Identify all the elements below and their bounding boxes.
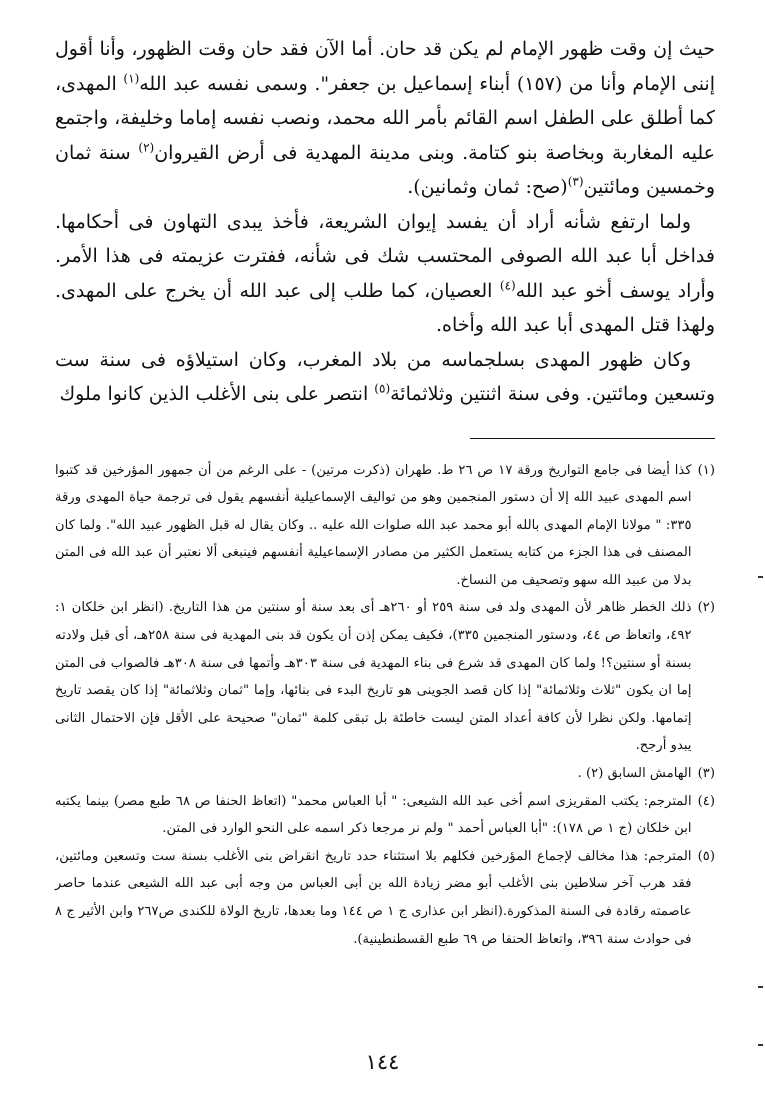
footnote-number: (٥)	[697, 848, 715, 864]
page-number: ١٤٤	[365, 1050, 400, 1074]
footnote-number: (١)	[697, 462, 715, 478]
scan-edge-mark	[758, 986, 763, 988]
footnotes	[55, 457, 715, 954]
main-text	[55, 32, 715, 412]
footnote-3	[55, 760, 715, 788]
paragraph-3-part-2: انتصر على بنى الأغلب الذين كانوا ملوك	[59, 383, 375, 405]
paragraph-2-part-2: العصيان، كما طلب إلى عبد الله أن يخرج على المهدى. ولهذا قتل المهدى أبا عبد الله وأخاه.	[55, 279, 715, 336]
paragraph-1-part-1: حيث إن وقت ظهور الإمام لم يكن قد حان. أما الآن فقد حان وقت الظهور، وأنا أقول إننى الإمام وأنا من (١٥٧) أبناء إسماعيل بن جعفر". وسمى نفسه عبد الله	[55, 38, 715, 95]
paragraph-3-part-1: وكان ظهور المهدى بسلجماسه من بلاد المغرب، وكان استيلاؤه فى سنة ست وتسعين ومائتين. وفى سنة اثنتين وثلاثمائة	[55, 348, 715, 405]
paragraph-1-part-4: (صح: ثمان وثمانين).	[407, 176, 568, 198]
footnote-ref-3: (٣)	[567, 174, 584, 189]
page-content	[55, 32, 715, 953]
footnote-4	[55, 788, 715, 843]
footnote-ref-4: (٤)	[499, 278, 516, 293]
footnote-text: المترجم: يكتب المقريزى اسم أخى عبد الله الشيعى: " أبا العباس محمد" (اتعاظ الحنفا ص ٦٨ طبع مصر) بينما يكتبه ابن خلكان (ج ١ ص ١٧٨): "أبا العباس أحمد " ولم نر مرجعا ذكر اسمه على النحو الوارد فى المتن.	[55, 793, 692, 837]
footnote-ref-2: (٢)	[138, 140, 155, 155]
footnote-text: ذلك الخطر ظاهر لأن المهدى ولد فى سنة ٢٥٩ أو ٢٦٠هـ أى بعد سنة أو سنتين من هذا التاريخ. (انظر ابن خلكان ١: ٤٩٢، واتعاظ ص ٤٤، ودستور المنجمين ٣٣٥)، فكيف يمكن إذن أن يكون قد بنى المهدية فى سنة ٢٥٨هـ، أى قبل ولادته بسنة أو سنتين؟! ولما كان المهدى قد شرع فى بناء المهدية فى سنة ٣٠٣هـ وأتمها فى سنة ٣٠٨هـ فالصواب فى المتن إما ان يكون "ثلاث وثلاثمائة" إذا كان قصد الجوينى هو تاريخ البدء فى بنائها، وإما "ثمان وثلاثمائة" إذا كان يقصد تاريخ إتمامها. ولكن نظرا لأن كافة أعداد المتن ليست خاطئة بل تبقى كلمة "ثمان" صحيحة على الأقل فإن الاحتمال الثانى يبدو أرجح.	[55, 600, 692, 754]
paragraph-3	[55, 343, 715, 412]
footnote-number: (٤)	[697, 793, 715, 809]
footnote-text: المترجم: هذا مخالف لإجماع المؤرخين فكلهم بلا استثناء حدد تاريخ انقراض بنى الأغلب بسنة ست وتسعين ومائتين، فقد هرب آخر سلاطين بنى الأغلب أبو مضر زيادة الله بن أبى العباس من وجه أبى عبد الله الشيعى عندما حاصر عاصمته رقادة فى السنة المذكورة.(انظر ابن عذارى ج ١ ص ١٤٤ وما بعدها، تاريخ الولاة للكندى ص٢٦٧ وابن الأثير ج ٨ فى حوادث سنة ٣٩٦، واتعاظ الحنفا ص ٦٩ طبع القسطنطينية).	[55, 848, 692, 947]
scan-edge-mark	[758, 576, 763, 578]
footnote-text: كذا أيضا فى جامع التواريخ ورقة ١٧ ص ٢٦ ط. طهران (ذكرت مرتين) - على الرغم من أن جمهور المؤرخين قد كتبوا اسم المهدى عبيد الله إلا أن دستور المنجمين وهو من تواليف الإسماعيلية أنفسهم يقول فى ترجمة حياة المهدى ورقة ٣٣٥: " مولانا الإمام المهدى بالله أبو محمد عبد الله صلوات الله عليه .. وكان يقال له قبل الظهور عبيد الله". ولما كان المصنف فى هذا الجزء من كتابه يستعمل الكثير من مصادر الإسماعيلية أنفسهم فينبغى ألا نعتبر أن عبد الله فى المتن بدلا من عبيد الله سهو وتصحيف من النساخ.	[55, 462, 692, 588]
footnote-ref-5: (٥)	[374, 381, 391, 396]
footnote-ref-1: (١)	[123, 71, 140, 86]
footnote-number: (٣)	[697, 766, 715, 782]
footnote-divider	[470, 438, 715, 439]
paragraph-2	[55, 205, 715, 343]
paragraph-1-part-3: سنة ثمان وخمسين ومائتين	[55, 141, 715, 198]
scan-edge-mark	[758, 1044, 763, 1046]
footnote-2	[55, 594, 715, 760]
paragraph-1-part-2: المهدى، كما أطلق على الطفل اسم القائم بأمر الله محمد، ونصب نفسه إماما وخليفة، واجتمع عليه المغاربة وبخاصة بنو كتامة. وبنى مدينة المهدية فى أرض القيروان	[55, 72, 715, 164]
paragraph-1	[55, 32, 715, 205]
footnote-5	[55, 843, 715, 953]
footnote-number: (٢)	[697, 600, 715, 616]
footnote-1	[55, 457, 715, 595]
footnote-text: الهامش السابق (٢) .	[577, 766, 692, 782]
paragraph-2-part-1: ولما ارتفع شأنه أراد أن يفسد إيوان الشريعة، فأخذ يبدى التهاون فى أحكامها. فداخل أبا عبد الله الصوفى المحتسب شك فى شأنه، ففترت عزيمته فى هذا الأمر. وأراد يوسف أخو عبد الله	[55, 210, 715, 302]
